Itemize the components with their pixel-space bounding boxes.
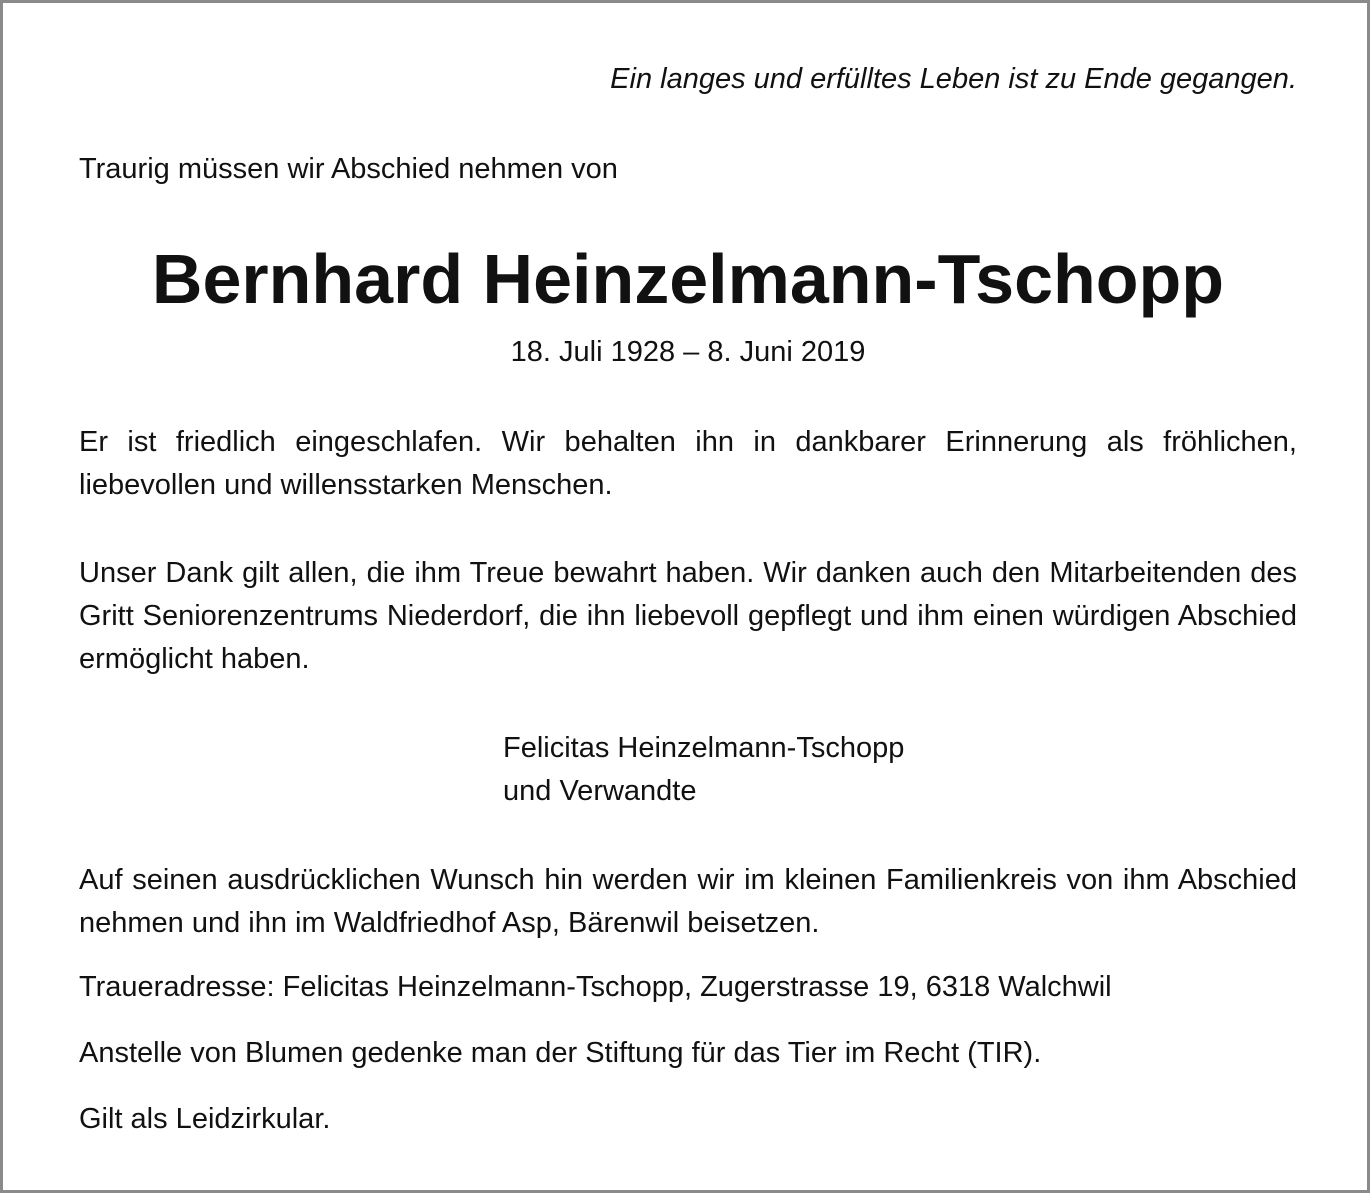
paragraph-thanks: Unser Dank gilt allen, die ihm Treue bewahrt haben. Wir danken auch den Mitarbeitenden des Gritt Seniorenzentrums Niederdorf, die ihn liebevoll gepflegt und ihm einen würdigen Abschied ermöglicht haben.: [79, 557, 1297, 675]
signature-name: Felicitas Heinzelmann-Tschopp: [503, 732, 905, 764]
life-dates: 18. Juli 1928 – 8. Juni 2019: [510, 336, 866, 368]
circular-note: Gilt als Leidzirkular.: [79, 1103, 331, 1135]
signature-block: [503, 727, 904, 813]
paragraph-remembrance: Er ist friedlich eingeschlafen. Wir behalten ihn in dankbarer Erinnerung als fröhlichen, liebevollen und willensstarken Menschen.: [79, 426, 1297, 501]
deceased-name: Bernhard Heinzelmann-Tschopp: [151, 240, 1225, 318]
paragraph-burial: Auf seinen ausdrücklichen Wunsch hin werden wir im kleinen Familienkreis von ihm Abschied nehmen und ihn im Waldfriedhof Asp, Bärenwil beisetzen.: [79, 864, 1297, 939]
mourning-address: Traueradresse: Felicitas Heinzelmann-Tschopp, Zugerstrasse 19, 6318 Walchwil: [79, 971, 1112, 1003]
intro-line: Traurig müssen wir Abschied nehmen von: [79, 153, 618, 185]
motto-line: Ein langes und erfülltes Leben ist zu Ende gegangen.: [610, 63, 1297, 95]
signature-relatives: und Verwandte: [503, 775, 697, 807]
donation-note: Anstelle von Blumen gedenke man der Stiftung für das Tier im Recht (TIR).: [79, 1037, 1042, 1069]
